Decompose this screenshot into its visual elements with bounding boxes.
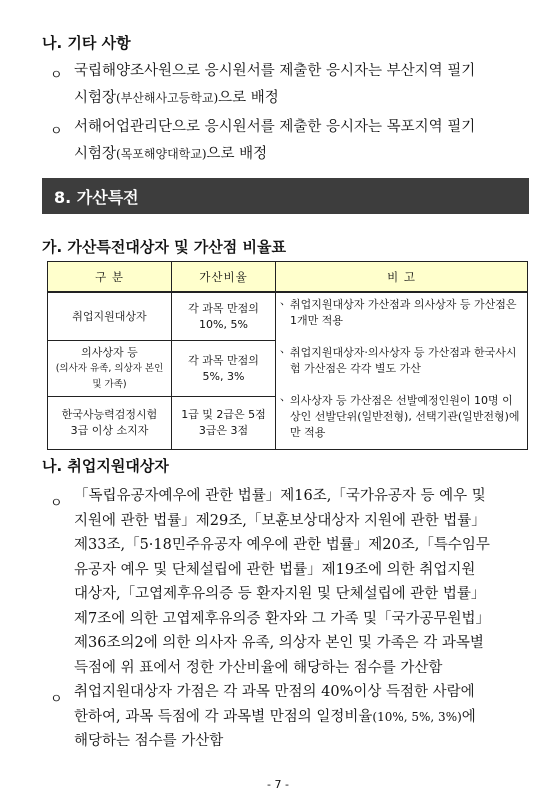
- note-item: 、 취업지원대상자·의사상자 등 가산점과 한국사시험 가산점은 각각 별도 가산: [280, 345, 523, 377]
- page-number: - 7 -: [267, 778, 289, 791]
- table-cell-ratio: 각 과목 만점의 5%, 3%: [172, 341, 276, 397]
- table-cell-ratio: 각 과목 만점의 10%, 5%: [172, 292, 276, 341]
- bonus-ratio-table: [47, 261, 528, 450]
- bullet-line: 제36조의2에 의한 의사자 유족, 의상자 본인 및 가족은 각 과목별: [74, 635, 484, 651]
- table-cell-category: 의사상자 등 (의사자 유족, 의상자 본인 및 가족): [48, 341, 172, 397]
- bullet-line: 시험장(목포해양대학교)으로 배정: [74, 146, 268, 162]
- table-cell-category: 한국사능력검정시험 3급 이상 소지자: [48, 397, 172, 450]
- bullet-line: 해당하는 점수를 가산함: [74, 733, 224, 749]
- bullet-line: 제33조,「5·18민주유공자 예우에 관한 법률」제20조,「특수임무: [74, 537, 490, 553]
- table-cell-ratio: 1급 및 2급은 5점 3급은 3점: [172, 397, 276, 450]
- bullet-line: 지원에 관한 법률」제29조,「보훈보상대상자 지원에 관한 법률」: [74, 512, 486, 529]
- bullet-line: 서해어업관리단으로 응시원서를 제출한 응시자는 목포지역 필기: [74, 119, 476, 135]
- bullet-line: 유공자 예우 및 단체설립에 관한 법률」제19조에 의한 취업지원: [74, 561, 476, 578]
- table-cell-category: 취업지원대상자: [48, 292, 172, 341]
- heading-bonus-table: 가. 가산특전대상자 및 가산점 비율표: [42, 238, 286, 256]
- bullet-marker: ㅇ: [50, 124, 63, 139]
- bullet-line: 「독립유공자예우에 관한 법률」제16조,「국가유공자 등 예우 및: [74, 488, 486, 504]
- bullet-line: 취업지원대상자 가점은 각 과목 만점의 40%이상 득점한 사람에: [74, 684, 475, 700]
- note-item: 、 취업지원대상자 가산점과 의사상자 등 가산점은 1개만 적용: [280, 297, 523, 329]
- bullet-line: 국립해양조사원으로 응시원서를 제출한 응시자는 부산지역 필기: [74, 63, 476, 79]
- bullet-eligible-laws: [74, 484, 534, 680]
- heading-employment-support: 나. 취업지원대상자: [42, 457, 169, 475]
- bullet-marker: ㅇ: [50, 692, 63, 707]
- bullet-line: 제7조에 의한 고엽제후유의증 환자와 그 가족 및「국가공무원법」: [74, 610, 491, 627]
- section-8-banner: [42, 178, 529, 214]
- section-8-title: 8. 가산특전: [54, 188, 139, 207]
- table-cell-notes: [276, 292, 528, 450]
- bullet-marker: ㅇ: [50, 496, 63, 511]
- bullet-mokpo: [74, 114, 534, 168]
- bullet-line: 득점에 위 표에서 정한 가산비율에 해당하는 점수를 가산함: [74, 659, 443, 676]
- bullet-bonus-rule: [74, 680, 534, 754]
- bullet-busan: [74, 58, 534, 112]
- table-header: 구 분: [48, 262, 172, 293]
- bullet-line: 대상자,「고엽제후유의증 등 환자지원 및 단체설립에 관한 법률」: [74, 586, 486, 602]
- note-item: 、 의사상자 등 가산점은 선발예정인원이 10명 이상인 선발단위(일반전형), 선택기관(일반전형)에만 적용: [280, 393, 523, 441]
- heading-other-matters: 나. 기타 사항: [42, 34, 131, 52]
- bullet-line: 한하여, 과목 득점에 각 과목별 만점의 일정비율(10%, 5%, 3%)에: [74, 708, 476, 725]
- bullet-line: 시험장(부산해사고등학교)으로 배정: [74, 90, 279, 106]
- bullet-marker: ㅇ: [50, 68, 63, 83]
- table-header-row: [48, 262, 528, 293]
- table-row: [48, 292, 528, 341]
- table-header: 가산비율: [172, 262, 276, 293]
- table-header: 비 고: [276, 262, 528, 293]
